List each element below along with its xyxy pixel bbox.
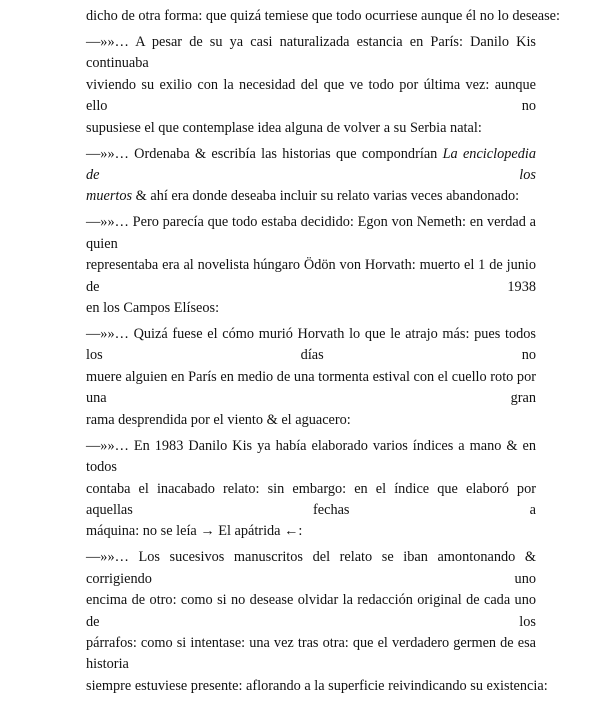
- paragraph: [86, 212, 536, 319]
- text-segment: muere alguien en París en medio de una tormenta estival con el cuello roto por una gran: [86, 368, 536, 407]
- text-segment: siempre estuviese presente: aflorando a la superficie reivindicando su existencia:: [86, 677, 548, 694]
- paragraph: [86, 144, 536, 208]
- text-segment: viviendo su exilio con la necesidad del que ve todo por última vez: aunque ello no: [86, 76, 536, 115]
- text-line: [86, 633, 536, 676]
- paragraph: [86, 32, 536, 139]
- paragraph: [86, 324, 536, 431]
- text-segment: máquina: no se leía → El apátrida ←:: [86, 523, 303, 540]
- text-line: [86, 118, 536, 139]
- text-segment: supusiese el que contemplase idea alguna de volver a su Serbia natal:: [86, 119, 482, 136]
- text-segment: en los Campos Elíseos:: [86, 300, 220, 317]
- paragraph: [86, 436, 536, 543]
- text-line: [86, 324, 536, 367]
- text-line: [86, 676, 548, 697]
- text-line: [86, 367, 536, 410]
- text-segment: —»»… Ordenaba & escribía las historias que compondrían: [86, 145, 443, 162]
- text-segment: encima de otro: como si no desease olvidar la redacción original de cada uno de los: [86, 592, 536, 630]
- text-segment: —»»… A pesar de su ya casi naturalizada estancia en París: Danilo Kis continuaba: [86, 34, 536, 72]
- text-line: [86, 521, 536, 542]
- paragraph: [86, 547, 548, 697]
- text-line: [86, 547, 536, 590]
- text-line: [86, 298, 536, 319]
- text-segment: —»»… Los sucesivos manuscritos del relato se iban amontonando & corrigiendo uno: [86, 549, 536, 587]
- text-line: [86, 32, 536, 75]
- text-line: [86, 212, 536, 255]
- text-segment: párrafos: como si intentase: una vez tras otra: que el verdadero germen de esa historia: [86, 634, 536, 673]
- text-segment: —»»… Quizá fuese el cómo murió Horvath lo que le atrajo más: pues todos los días no: [86, 326, 536, 364]
- text-segment: dicho de otra forma: que quizá temiese que todo ocurriese aunque él no lo desease:: [86, 8, 561, 24]
- text-segment: —»»… En 1983 Danilo Kis ya había elaborado varios índices a mano & en todos: [86, 437, 536, 476]
- text-line: [86, 479, 536, 522]
- paragraph: [86, 6, 561, 27]
- text-line: [86, 410, 536, 431]
- text-line: [86, 6, 561, 27]
- text-line: [86, 255, 536, 298]
- text-line: [86, 75, 536, 118]
- text-segment: representaba era al novelista húngaro Ödön von Horvath: muerto el 1 de junio de 1938: [86, 257, 536, 295]
- body-text: [86, 6, 561, 702]
- text-segment: & ahí era donde deseaba incluir su relato varias veces abandonado:: [132, 188, 520, 205]
- text-line: [86, 186, 536, 207]
- text-line: [86, 436, 536, 479]
- text-line: [86, 144, 536, 187]
- italic-title-text: La enciclopedia de los: [86, 145, 536, 184]
- text-segment: contaba el inacabado relato: sin embargo: en el índice que elaboró por aquellas fechas a: [86, 480, 536, 518]
- text-segment: rama desprendida por el viento & el aguacero:: [86, 411, 351, 428]
- italic-title-text: muertos: [86, 188, 133, 205]
- text-segment: —»»… Pero parecía que todo estaba decidido: Egon von Nemeth: en verdad a quien: [86, 214, 536, 252]
- text-line: [86, 590, 536, 633]
